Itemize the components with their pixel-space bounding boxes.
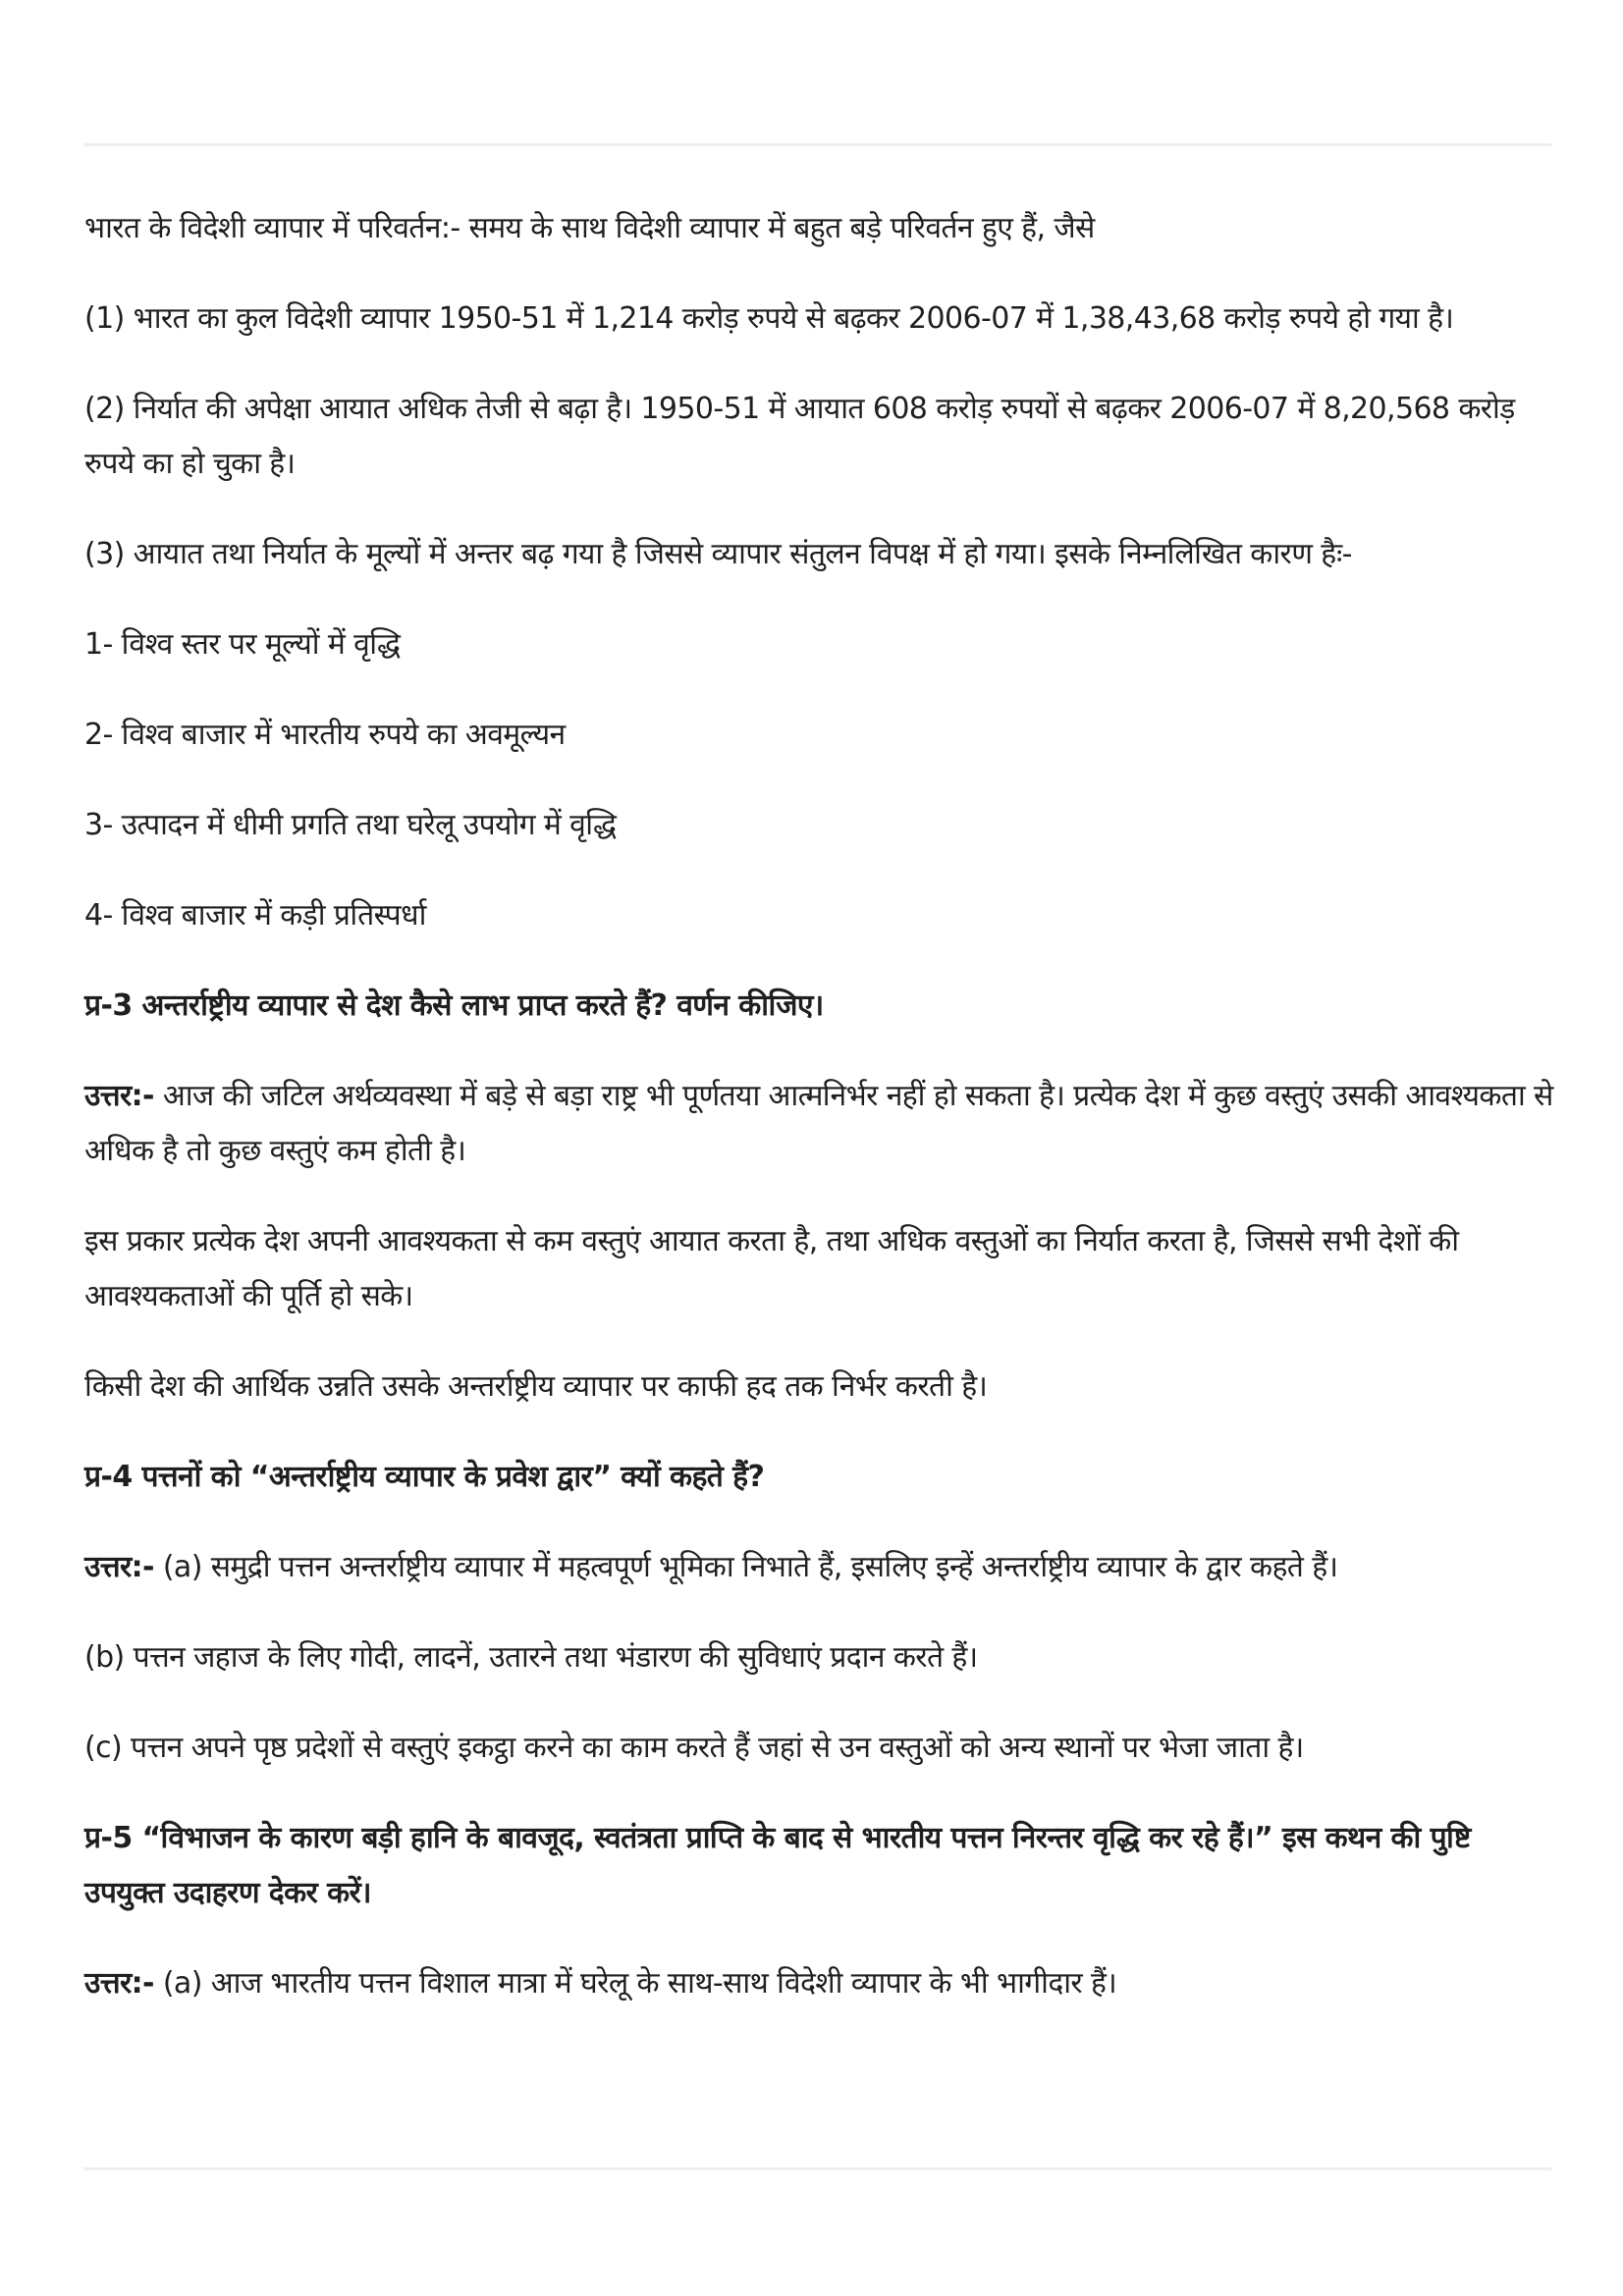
reason-2: 2- विश्व बाजार में भारतीय रुपये का अवमूल्यन [84, 718, 566, 752]
answer-4-b: (b) पत्तन जहाज के लिए गोदी, लादनें, उतारने तथा भंडारण की सुविधाएं प्रदान करते हैं। [84, 1640, 978, 1675]
answer-3-paragraph-2: इस प्रकार प्रत्येक देश अपनी आवश्यकता से कम वस्तुएं आयात करता है, तथा अधिक वस्तुओं का निर्यात करता है, जिससे सभी देशों की आवश्यकताओं की पूर्ति हो सके। [84, 1224, 1459, 1313]
bottom-divider [83, 2167, 1551, 2170]
reason-1: 1- विश्व स्तर पर मूल्यों में वृद्धि [84, 627, 401, 662]
answer-label: उत्तर:- [84, 1079, 154, 1113]
answer-5-a [84, 1956, 1557, 2011]
answer-label: उत्तर:- [84, 1550, 154, 1584]
answer-3-text-1: आज की जटिल अर्थव्यवस्था में बड़े से बड़ा राष्ट्र भी पूर्णतया आत्मनिर्भर नहीं हो सकता है। प्रत्येक देश में कुछ वस्तुएं उसकी आवश्यकता से अधिक है तो कुछ वस्तुएं कम होती है। [84, 1079, 1553, 1168]
top-divider [83, 143, 1551, 146]
point-1: (1) भारत का कुल विदेशी व्यापार 1950-51 में 1,214 करोड़ रुपये से बढ़कर 2006-07 में 1,38,43,68 करोड़ रुपये हो गया है। [84, 301, 1454, 336]
document-body [84, 201, 1557, 2047]
answer-label: उत्तर:- [84, 1966, 154, 2001]
answer-4-a-text: (a) समुद्री पत्तन अन्तर्राष्ट्रीय व्यापार में महत्वपूर्ण भूमिका निभाते हैं, इसलिए इन्हें अन्तर्राष्ट्रीय व्यापार के द्वार कहते हैं। [153, 1550, 1338, 1584]
answer-3-paragraph-1 [84, 1069, 1557, 1179]
question-4: प्र-4 पत्तनों को “अन्तर्राष्ट्रीय व्यापार के प्रवेश द्वार” क्यों कहते हैं? [84, 1460, 765, 1494]
answer-3-paragraph-3: किसी देश की आर्थिक उन्नति उसके अन्तर्राष्ट्रीय व्यापार पर काफी हद तक निर्भर करती है। [84, 1369, 988, 1404]
point-3: (3) आयात तथा निर्यात के मूल्यों में अन्तर बढ़ गया है जिससे व्यापार संतुलन विपक्ष में हो गया। इसके निम्नलिखित कारण हैः- [84, 537, 1352, 571]
answer-4-c: (c) पत्तन अपने पृष्ठ प्रदेशों से वस्तुएं इकट्ठा करने का काम करते हैं जहां से उन वस्तुओं को अन्य स्थानों पर भेजा जाता है। [84, 1731, 1304, 1765]
question-5: प्र-5 “विभाजन के कारण बड़ी हानि के बावजूद, स्वतंत्रता प्राप्ति के बाद से भारतीय पत्तन निरन्तर वृद्धि कर रहे हैं।” इस कथन की पुष्टि उपयुक्त उदाहरण देकर करें। [84, 1821, 1471, 1910]
question-3: प्र-3 अन्तर्राष्ट्रीय व्यापार से देश कैसे लाभ प्राप्त करते हैं? वर्णन कीजिए। [84, 988, 824, 1023]
reason-3: 3- उत्पादन में धीमी प्रगति तथा घरेलू उपयोग में वृद्धि [84, 808, 617, 842]
point-2: (2) निर्यात की अपेक्षा आयात अधिक तेजी से बढ़ा है। 1950-51 में आयात 608 करोड़ रुपयों से बढ़कर 2006-07 में 8,20,568 करोड़ रुपये का हो चुका है। [84, 392, 1515, 481]
reason-4: 4- विश्व बाजार में कड़ी प्रतिस्पर्धा [84, 898, 426, 933]
answer-4-a [84, 1540, 1557, 1595]
answer-5-a-text: (a) आज भारतीय पत्तन विशाल मात्रा में घरेलू के साथ-साथ विदेशी व्यापार के भी भागीदार हैं। [153, 1966, 1117, 2001]
intro-paragraph: भारत के विदेशी व्यापार में परिवर्तन:- समय के साथ विदेशी व्यापार में बहुत बड़े परिवर्तन हुए हैं, जैसे [84, 211, 1095, 245]
